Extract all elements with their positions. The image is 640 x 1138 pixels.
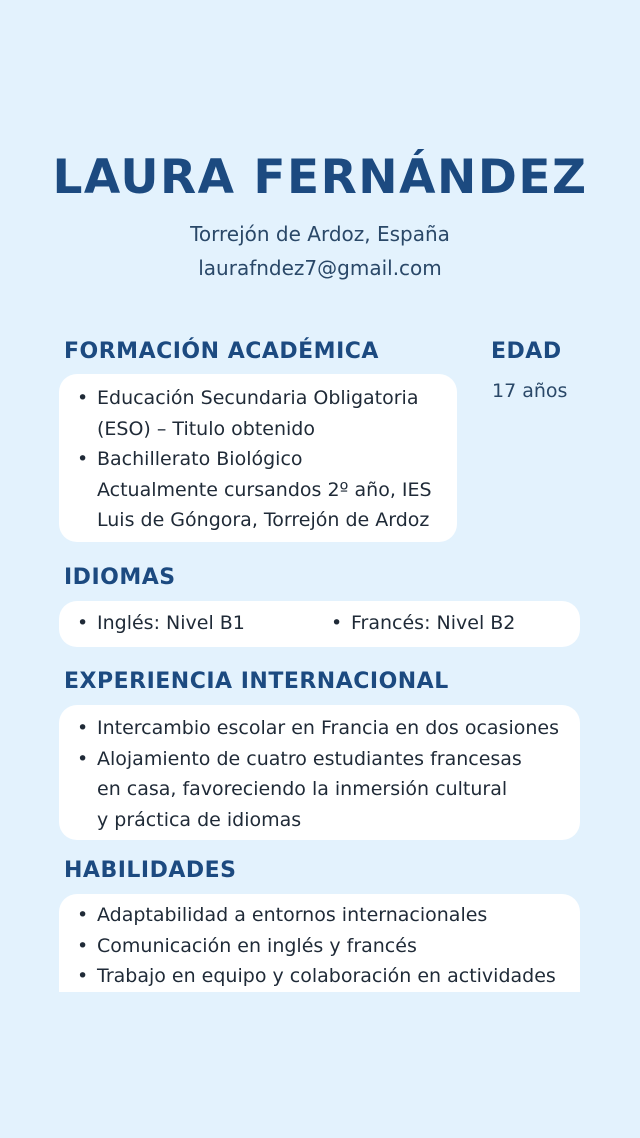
list-item-line: • Bachillerato Biológico: [97, 448, 303, 470]
habilidades-list: [75, 900, 580, 992]
section-title-edad: EDAD: [491, 339, 562, 364]
section-title-idiomas: IDIOMAS: [64, 565, 176, 590]
section-title-habilidades: HABILIDADES: [64, 858, 237, 883]
cv-location: Torrejón de Ardoz, España: [190, 222, 450, 246]
idiomas-card: [59, 601, 580, 647]
section-title-formacion: FORMACIÓN ACADÉMICA: [64, 339, 379, 364]
cv-name: LAURA FERNÁNDEZ: [52, 150, 588, 205]
habilidades-card: [59, 894, 580, 992]
experiencia-card: [59, 705, 580, 840]
list-item-line: y práctica de idiomas: [97, 808, 302, 831]
list-item: • Comunicación en inglés y francés: [75, 931, 580, 962]
list-item-line: • Alojamiento de cuatro estudiantes francesas: [97, 747, 522, 770]
edad-value: 17 años: [492, 380, 568, 402]
list-item: • Inglés: Nivel B1: [75, 608, 329, 639]
list-item-line: • Educación Secundaria Obligatoria: [97, 387, 419, 409]
list-item-line: Luis de Góngora, Torrejón de Ardoz: [97, 509, 430, 531]
cv-email: laurafndez7@gmail.com: [198, 256, 442, 280]
section-title-experiencia: EXPERIENCIA INTERNACIONAL: [64, 669, 449, 694]
idiomas-list: [75, 608, 580, 639]
list-item: [75, 383, 457, 444]
formacion-card: [59, 374, 457, 542]
list-item-line: Actualmente cursandos 2º año, IES: [97, 478, 432, 501]
list-item: [75, 744, 580, 836]
formacion-list: [75, 383, 457, 536]
list-item: • Francés: Nivel B2: [329, 608, 515, 639]
list-item-line: en casa, favoreciendo la inmersión cultural: [97, 778, 508, 800]
list-item: [75, 444, 457, 536]
list-item: [75, 713, 580, 744]
list-item: • Trabajo en equipo y colaboración en actividades: [75, 961, 580, 992]
experiencia-list: [75, 713, 580, 835]
list-item: • Adaptabilidad a entornos internacionales: [75, 900, 580, 931]
list-item-line: (ESO) – Titulo obtenido: [97, 417, 315, 440]
list-item-line: • Intercambio escolar en Francia en dos ocasiones: [97, 717, 559, 739]
